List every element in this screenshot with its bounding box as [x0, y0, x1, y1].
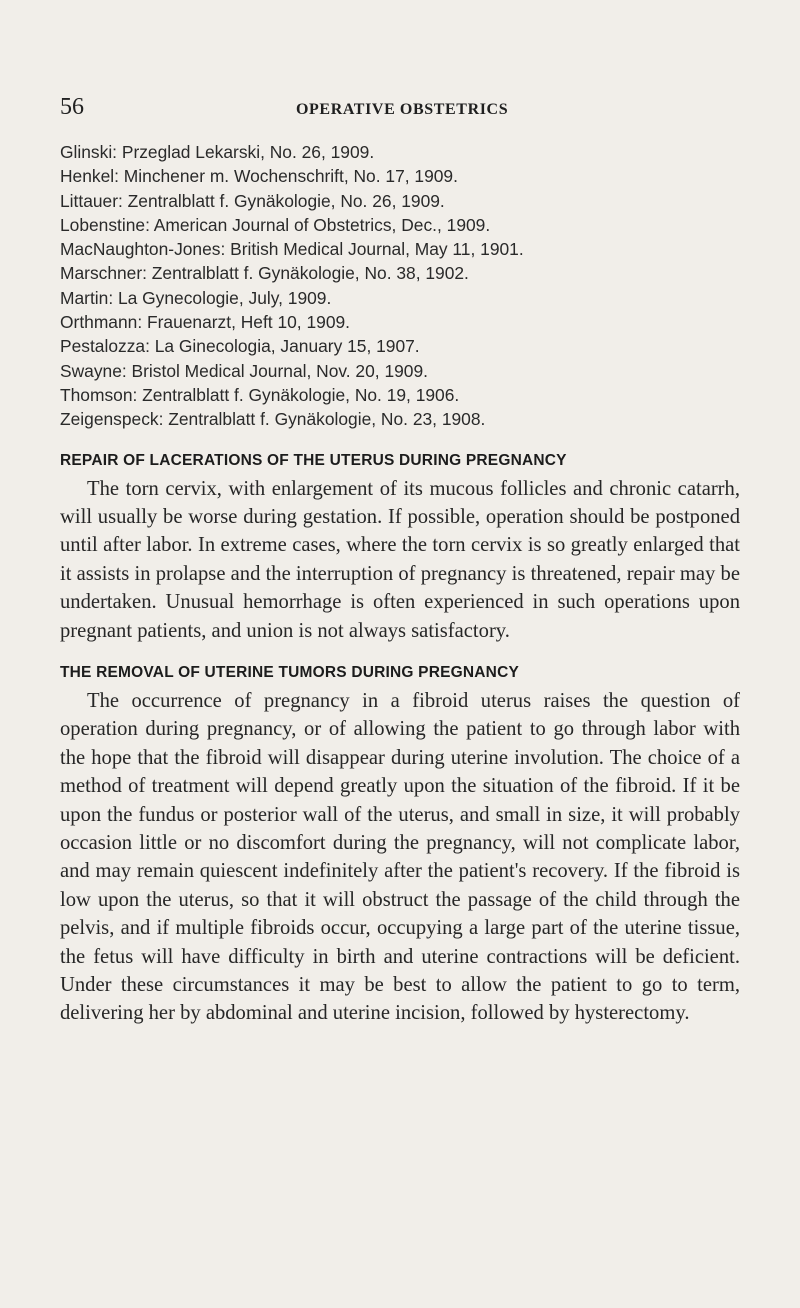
reference-item: Littauer: Zentralblatt f. Gynäkologie, No. 26, 1909.	[60, 190, 445, 211]
running-head	[60, 94, 740, 124]
reference-item: Zeigenspeck: Zentralblatt f. Gynäkologie, No. 23, 1908.	[60, 409, 486, 430]
section-paragraph: The occurrence of pregnancy in a fibroid uterus raises the question of operation during pregnancy, or of allowing the patient to go through labor with the hope that the fibroid will disappear during uterine involution. The choice of a method of treatment will depend greatly upon the situation of the fibroid. If it be upon the fundus or posterior wall of the uterus, and small in size, it will probably occasion little or no discomfort during the pregnancy, will not complicate labor, and may remain quiescent indefinitely after the patient's recovery. If the fibroid is low upon the uterus, so that it will obstruct the passage of the child through the pelvis, and if multiple fibroids occur, occupying a large part of the uterine tissue, the fetus will have difficulty in birth and uterine contractions will be deficient. Under these circumstances it may be best to allow the patient to go to term, delivering her by abdominal and uterine incision, followed by hysterectomy.	[60, 690, 740, 1025]
reference-item: Orthmann: Frauenarzt, Heft 10, 1909.	[60, 312, 350, 333]
running-title: OPERATIVE OBSTETRICS	[296, 101, 509, 118]
section-heading-removal-of-tumors: THE REMOVAL OF UTERINE TUMORS DURING PREGNANCY	[60, 664, 520, 681]
reference-item: MacNaughton-Jones: British Medical Journal, May 11, 1901.	[60, 239, 524, 260]
section-heading-repair-of-lacerations: REPAIR OF LACERATIONS OF THE UTERUS DURING PREGNANCY	[60, 451, 567, 469]
book-page	[60, 94, 740, 1028]
reference-item: Martin: La Gynecologie, July, 1909.	[60, 287, 332, 308]
reference-item: Glinski: Przeglad Lekarski, No. 26, 1909.	[60, 142, 375, 162]
reference-item: Marschner: Zentralblatt f. Gynäkologie, No. 38, 1902.	[60, 263, 469, 284]
section-paragraph: The torn cervix, with enlargement of its mucous follicles and chronic catarrh, will usually be worse during gestation. If possible, operation should be postponed until after labor. In extreme cases, where the torn cervix is so greatly enlarged that it assists in prolapse and the interruption of pregnancy is threatened, repair may be undertaken. Unusual hemorrhage is often experienced in such operations upon pregnant patients, and union is not always satisfactory.	[60, 477, 740, 642]
reference-item: Thomson: Zentralblatt f. Gynäkologie, No. 19, 1906.	[60, 384, 460, 405]
reference-item: Henkel: Minchener m. Wochenschrift, No. 17, 1909.	[60, 166, 458, 187]
reference-item: Swayne: Bristol Medical Journal, Nov. 20, 1909.	[60, 360, 428, 381]
reference-item: Pestalozza: La Ginecologia, January 15, 1907.	[60, 336, 420, 357]
reference-list	[60, 140, 740, 432]
reference-item: Lobenstine: American Journal of Obstetrics, Dec., 1909.	[60, 214, 491, 235]
page-number: 56	[60, 94, 84, 120]
